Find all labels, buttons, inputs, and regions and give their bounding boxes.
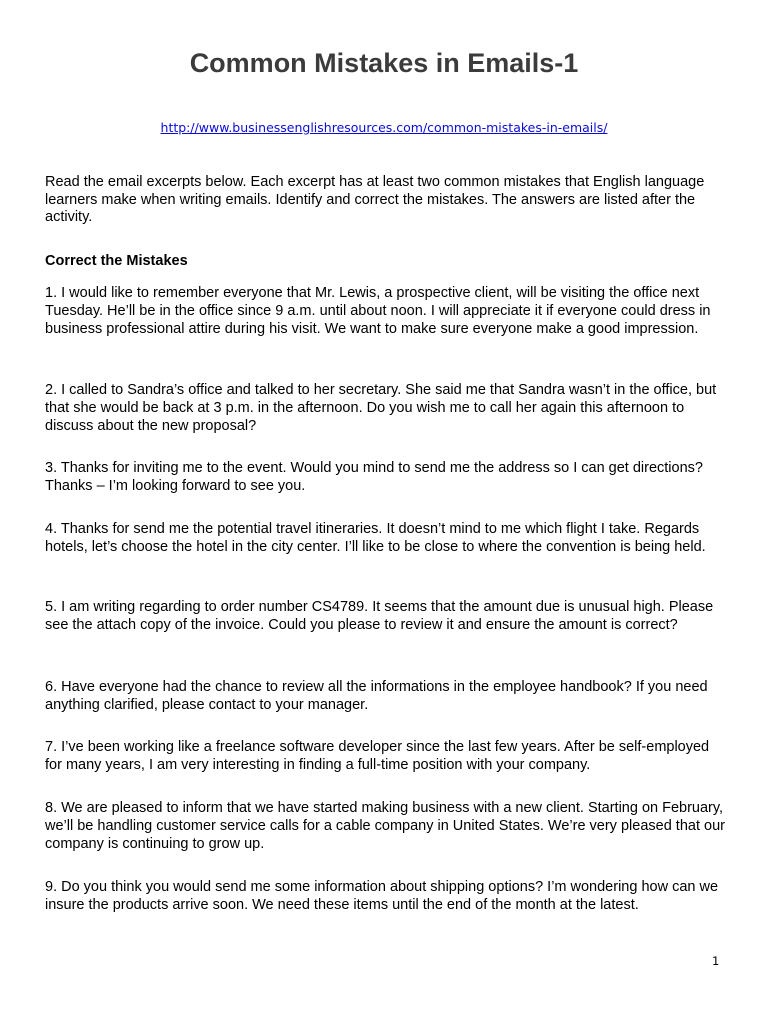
exercise-item-2: 2. I called to Sandra’s office and talked to her secretary. She said me that Sandra wasn’t in the office, but that she would be back at 3 p.m. in the afternoon. Do you wish me to call her again this afternoon to discuss about the new proposal?: [45, 382, 717, 435]
exercise-item-3: 3. Thanks for inviting me to the event. Would you mind to send me the address so I can get directions? Thanks – I’m looking forward to see you.: [45, 460, 703, 495]
exercise-item-9: 9. Do you think you would send me some information about shipping options? I’m wondering how can we insure the products arrive soon. We need these items until the end of the month at the latest.: [45, 879, 719, 914]
exercise-item-1: 1. I would like to remember everyone that Mr. Lewis, a prospective client, will be visiting the office next Tuesday. He’ll be in the office since 9 a.m. until about noon. I will appreciate it if everyone could dress in business professional attire during his visit. We want to make sure everyone make a good impression.: [45, 285, 711, 338]
intro-paragraph: Read the email excerpts below. Each excerpt has at least two common mistakes that English language learners make when writing emails. Identify and correct the mistakes. The answers are listed after the activity.: [45, 174, 705, 225]
exercise-item-6: 6. Have everyone had the chance to review all the informations in the employee handbook? If you need anything clarified, please contact to your manager.: [45, 679, 708, 714]
exercise-item-4: 4. Thanks for send me the potential travel itineraries. It doesn’t mind to me which flight I take. Regards hotels, let’s choose the hotel in the city center. I’ll like to be close to where the convention is being held.: [45, 521, 706, 556]
exercise-item-8: 8. We are pleased to inform that we have started making business with a new client. Starting on February, we’ll be handling customer service calls for a cable company in United States. We’re very pleased that our company is continuing to grow up.: [45, 800, 725, 853]
page-number: 1: [712, 954, 720, 968]
section-heading: Correct the Mistakes: [45, 253, 188, 269]
exercise-item-5: 5. I am writing regarding to order number CS4789. It seems that the amount due is unusual high. Please see the attach copy of the invoice. Could you please to review it and ensure the amount is correct?: [45, 599, 714, 634]
source-link[interactable]: http://www.businessenglishresources.com/common-mistakes-in-emails/: [160, 120, 608, 135]
page-title: Common Mistakes in Emails-1: [189, 48, 579, 78]
exercise-item-7: 7. I’ve been working like a freelance software developer since the last few years. After be self-employed for many years, I am very interesting in finding a full-time position with your company.: [45, 739, 710, 774]
